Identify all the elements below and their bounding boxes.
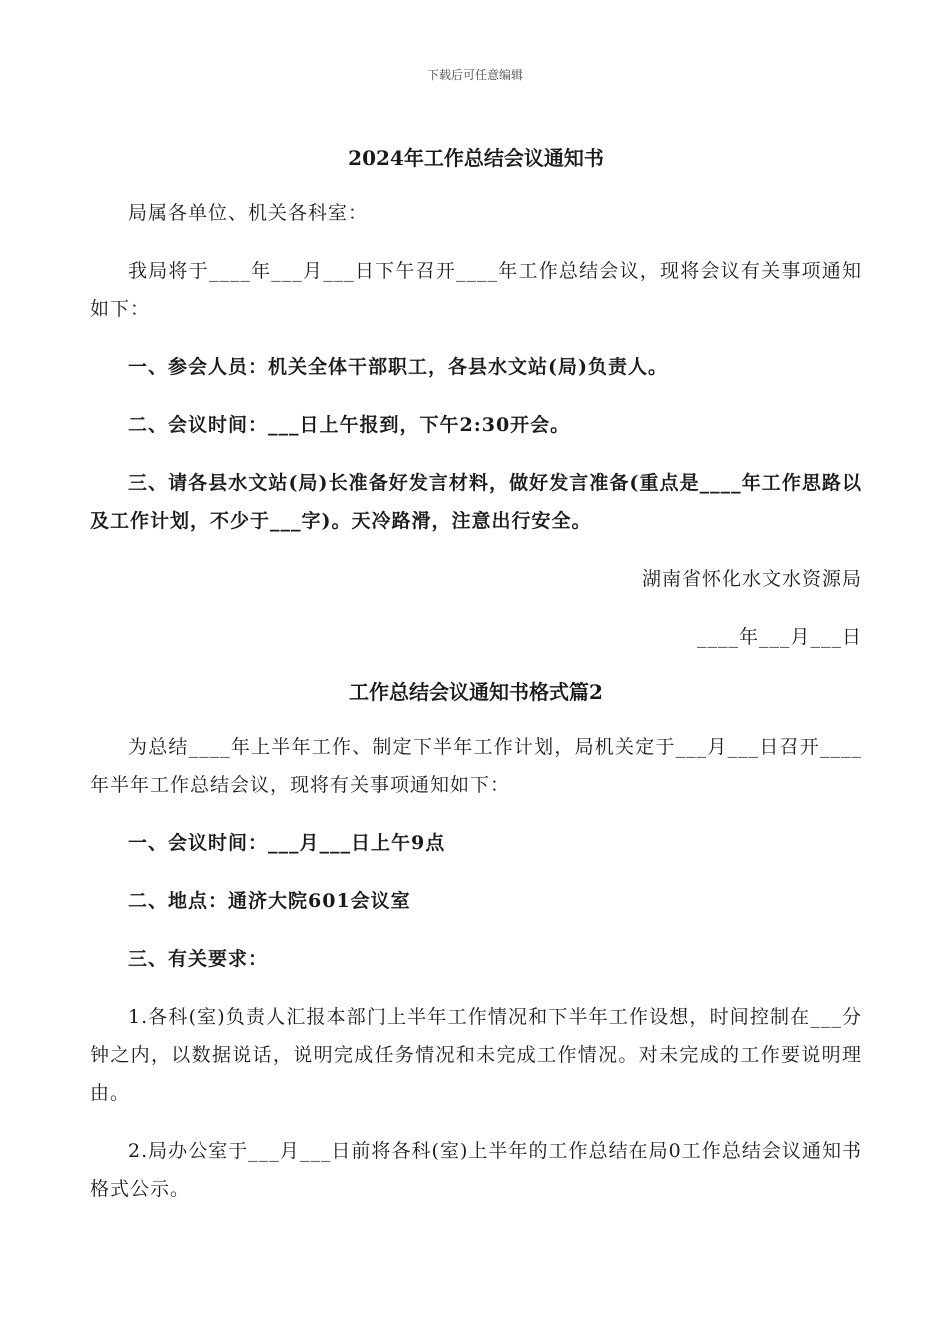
- section-2-item-time: 一、会议时间：___月___日上午9点: [128, 832, 446, 854]
- section-2-item-location: 二、地点：通济大院601会议室: [128, 890, 411, 912]
- section-2-item-requirements: 三、有关要求：: [128, 948, 269, 970]
- document-body: [90, 140, 862, 1208]
- page-header: 下载后可任意编辑: [426, 68, 523, 82]
- section-2-intro: 为总结____年上半年工作、制定下半年工作计划，局机关定于___月___日召开____年半年工作总结会议，现将有关事项通知如下：: [90, 736, 862, 796]
- item-meeting-time: 二、会议时间：___日上午报到，下午2:30开会。: [128, 414, 571, 436]
- document-title: 2024年工作总结会议通知书: [348, 146, 604, 170]
- signature: 湖南省怀化水文水资源局: [641, 568, 862, 590]
- item-attendees: 一、参会人员：机关全体干部职工，各县水文站(局)负责人。: [128, 356, 668, 378]
- item-preparation: 三、请各县水文站(局)长准备好发言材料，做好发言准备(重点是____年工作思路以及工作计划，不少于___字)。天冷路滑，注意出行安全。: [90, 472, 862, 532]
- requirement-2: 2.局办公室于___月___日前将各科(室)上半年的工作总结在局0工作总结会议通知书格式公示。: [90, 1140, 862, 1200]
- requirement-1: 1.各科(室)负责人汇报本部门上半年工作情况和下半年工作设想，时间控制在___分钟之内，以数据说话，说明完成任务情况和未完成工作情况。对未完成的工作要说明理由。: [90, 1006, 862, 1104]
- date-line: ____年___月___日: [696, 626, 862, 648]
- intro-paragraph: 我局将于____年___月___日下午召开____年工作总结会议，现将会议有关事项通知如下：: [90, 260, 862, 320]
- salutation: 局属各单位、机关各科室：: [128, 202, 369, 224]
- section-2-title: 工作总结会议通知书格式篇2: [349, 680, 603, 704]
